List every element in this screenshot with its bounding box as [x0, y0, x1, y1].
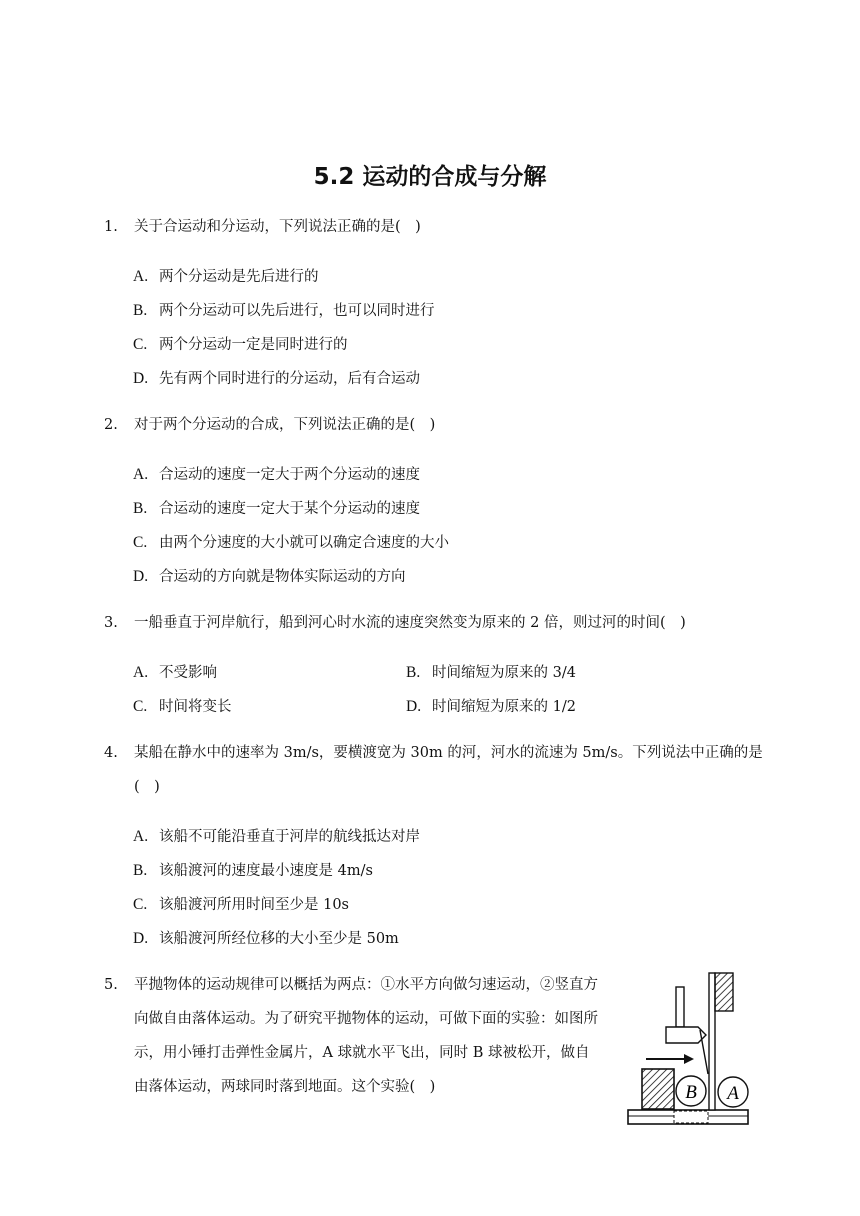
option-label: B.: [133, 500, 148, 517]
ball-a-label: A: [727, 1083, 739, 1104]
option-1b[interactable]: [133, 299, 435, 320]
option-1c[interactable]: [133, 333, 348, 354]
option-3b[interactable]: [406, 661, 576, 682]
option-label: C.: [133, 534, 148, 551]
option-2a[interactable]: [133, 463, 420, 484]
question-text: 一船垂直于河岸航行，船到河心时水流的速度突然变为原来的 2 倍，则过河的时间( ): [134, 615, 686, 631]
option-text: 合运动的速度一定大于两个分运动的速度: [159, 467, 420, 483]
question-number: 4.: [104, 745, 118, 761]
option-4b[interactable]: [133, 859, 373, 880]
experiment-figure: [624, 970, 754, 1130]
option-label: C.: [133, 896, 148, 913]
option-1d[interactable]: [133, 367, 420, 388]
option-3d[interactable]: [406, 695, 576, 716]
option-text: 两个分运动一定是同时进行的: [159, 337, 348, 353]
option-label: A.: [133, 664, 149, 681]
option-label: D.: [133, 930, 149, 947]
option-text: 该船渡河所经位移的大小至少是 50m: [159, 931, 399, 947]
option-label: B.: [406, 664, 421, 681]
option-label: B.: [133, 302, 148, 319]
option-text: 时间将变长: [159, 699, 232, 715]
option-3a[interactable]: [133, 661, 217, 682]
option-2c[interactable]: [133, 531, 449, 552]
option-text: 时间缩短为原来的 3/4: [432, 665, 576, 681]
option-2b[interactable]: [133, 497, 420, 518]
option-text: 合运动的速度一定大于某个分运动的速度: [159, 501, 420, 517]
vertical-stand: [709, 973, 715, 1110]
option-label: B.: [133, 862, 148, 879]
option-text: 合运动的方向就是物体实际运动的方向: [159, 569, 406, 585]
option-1a[interactable]: [133, 265, 319, 286]
hammer-handle: [676, 987, 684, 1027]
option-label: C.: [133, 698, 148, 715]
question-text: 平抛物体的运动规律可以概括为两点：①水平方向做匀速运动，②竖直方向做自由落体运动。为了研究平抛物体的运动，可做下面的实验：如图所示，用小锤打击弹性金属片，A 球就水平飞出，同时 B 球被松开，做自由落体运动，两球同时落到地面。这个实验( ): [134, 977, 598, 1095]
option-text: 该船渡河所用时间至少是 10s: [159, 897, 349, 913]
option-label: A.: [133, 466, 149, 483]
option-text: 该船渡河的速度最小速度是 4m/s: [159, 863, 373, 879]
question-text: 某船在静水中的速率为 3m/s，要横渡宽为 30m 的河，河水的流速为 5m/s。下列说法中正确的是( ): [134, 745, 763, 795]
option-label: A.: [133, 828, 149, 845]
question-number: 3.: [104, 615, 118, 631]
option-4d[interactable]: [133, 927, 399, 948]
hammer-head: [666, 1027, 706, 1043]
ball-b-label: B: [685, 1082, 697, 1103]
arrow-head-icon: [684, 1054, 694, 1064]
question-text: 关于合运动和分运动，下列说法正确的是( ): [134, 219, 421, 235]
option-text: 两个分运动可以先后进行，也可以同时进行: [159, 303, 435, 319]
option-text: 该船不可能沿垂直于河岸的航线抵达对岸: [159, 829, 420, 845]
question-number: 2.: [104, 417, 118, 433]
page-title: 5.2 运动的合成与分解: [313, 164, 547, 190]
question-number: 1.: [104, 219, 118, 235]
landing-zone: [674, 1111, 708, 1123]
option-text: 两个分运动是先后进行的: [159, 269, 319, 285]
option-3c[interactable]: [133, 695, 232, 716]
option-text: 由两个分速度的大小就可以确定合速度的大小: [159, 535, 449, 551]
option-text: 时间缩短为原来的 1/2: [432, 699, 576, 715]
option-4c[interactable]: [133, 893, 349, 914]
option-label: D.: [133, 568, 149, 585]
option-label: C.: [133, 336, 148, 353]
option-text: 不受影响: [159, 665, 217, 681]
option-text: 先有两个同时进行的分运动，后有合运动: [159, 371, 420, 387]
option-label: D.: [406, 698, 422, 715]
hatched-block: [642, 1069, 674, 1109]
option-label: A.: [133, 268, 149, 285]
question-text: 对于两个分运动的合成，下列说法正确的是( ): [134, 417, 436, 433]
option-2d[interactable]: [133, 565, 406, 586]
option-label: D.: [133, 370, 149, 387]
question-number: 5.: [104, 977, 118, 993]
stand-clamp: [715, 973, 733, 1011]
option-4a[interactable]: [133, 825, 420, 846]
